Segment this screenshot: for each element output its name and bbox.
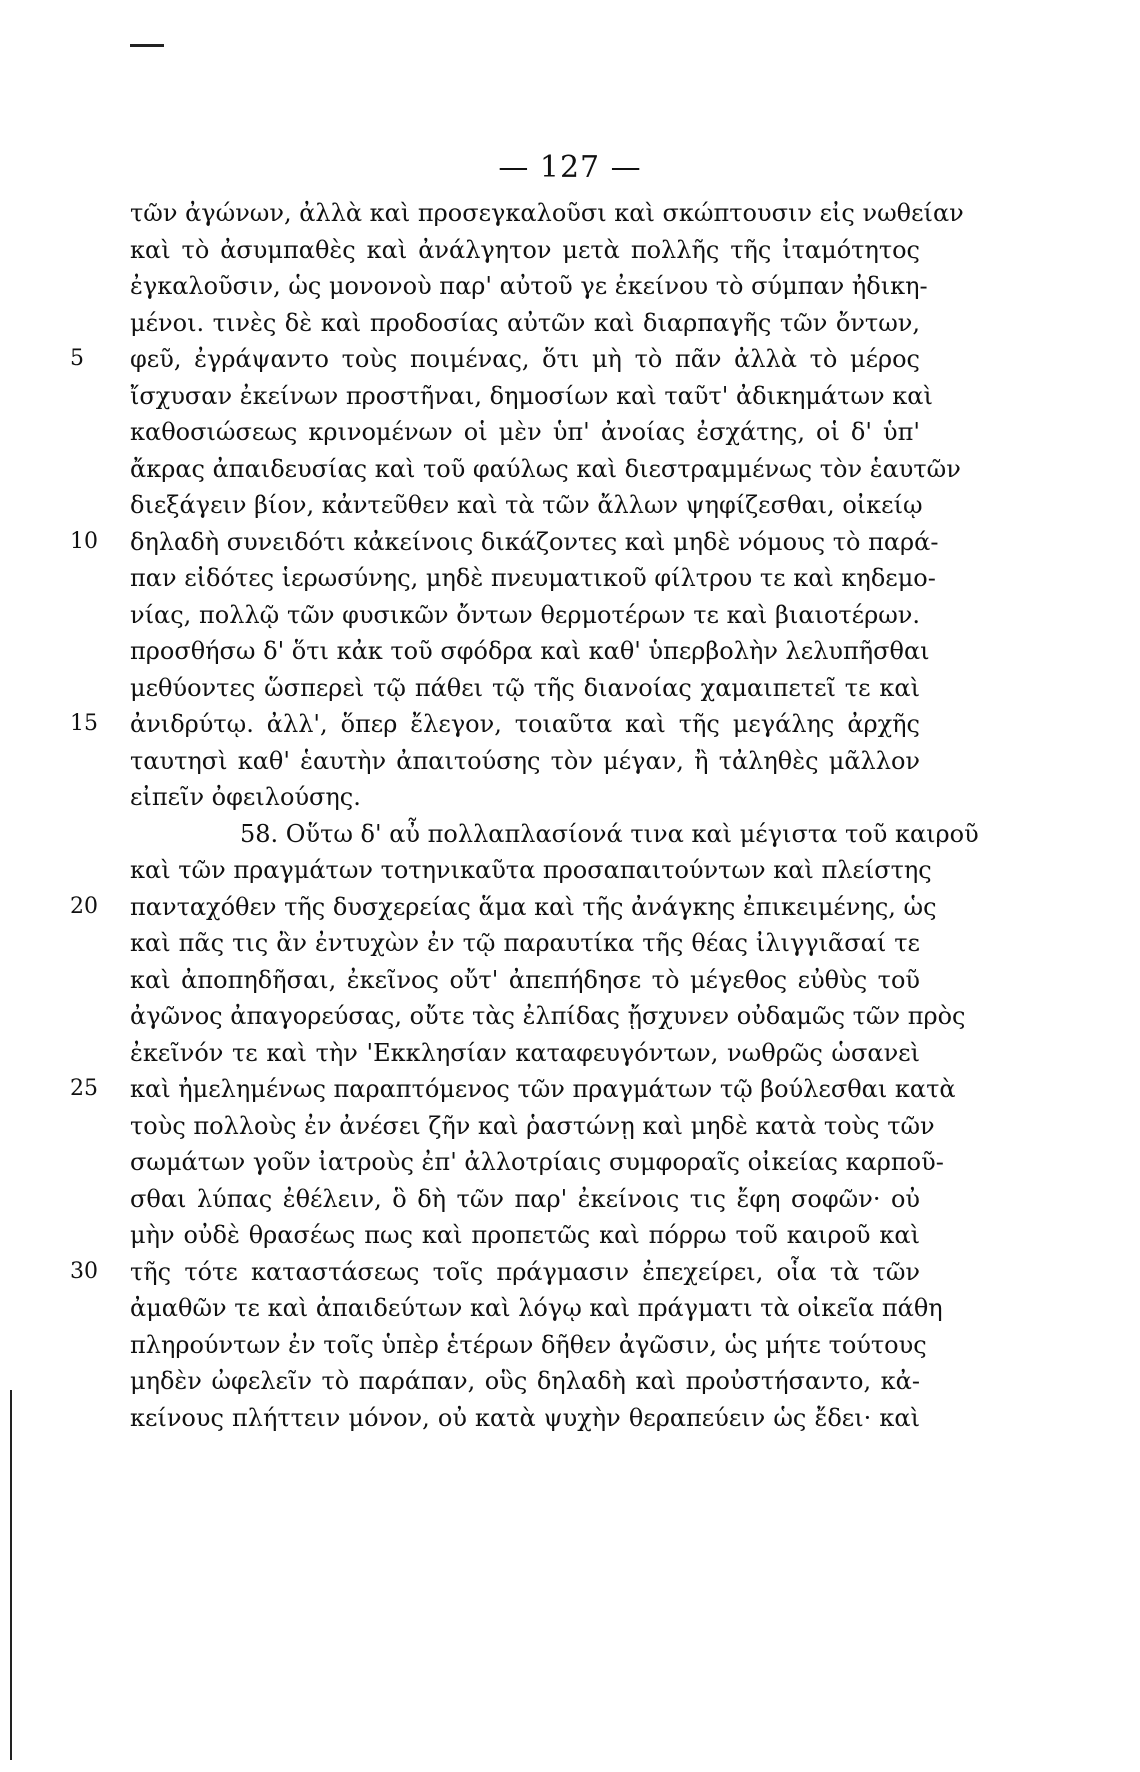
text-line: μεθύοντες ὥσπερεὶ τῷ πάθει τῷ τῆς διανοίας χαμαιπετεῖ τε καὶ: [130, 674, 920, 702]
text-line: διεξάγειν βίον, κἀντεῦθεν καὶ τὰ τῶν ἄλλων ψηφίζεσθαι, οἰκείῳ: [130, 491, 923, 519]
line-number: 20: [70, 894, 98, 919]
text-line: κείνους πλήττειν μόνον, οὐ κατὰ ψυχὴν θεραπεύειν ὡς ἔδει· καὶ: [130, 1404, 920, 1432]
text-line: καὶ ἠμελημένως παραπτόμενος τῶν πραγμάτων τῷ βούλεσθαι κατὰ: [130, 1075, 956, 1103]
text-line: δηλαδὴ συνειδότι κἀκείνοις δικάζοντες καὶ μηδὲ νόμους τὸ παρά-: [130, 528, 939, 556]
text-line: προσθήσω δ' ὅτι κἀκ τοῦ σφόδρα καὶ καθ' ὑπερβολὴν λελυπῆσθαι: [130, 637, 930, 665]
text-line: ἀμαθῶν τε καὶ ἀπαιδεύτων καὶ λόγῳ καὶ πράγματι τὰ οἰκεῖα πάθη: [130, 1294, 943, 1322]
line-number: 15: [70, 711, 98, 736]
text-line: καθοσιώσεως κρινομένων οἱ μὲν ὑπ' ἀνοίας ἐσχάτης, οἱ δ' ὑπ': [130, 418, 920, 446]
text-line: μὴν οὐδὲ θρασέως πως καὶ προπετῶς καὶ πόρρω τοῦ καιροῦ καὶ: [130, 1221, 920, 1249]
text-line: παν εἰδότες ἱερωσύνης, μηδὲ πνευματικοῦ φίλτρου τε καὶ κηδεμο-: [130, 564, 936, 592]
text-line: ἐγκαλοῦσιν, ὡς μονονοὺ παρ' αὐτοῦ γε ἐκείνου τὸ σύμπαν ἠδικη-: [130, 272, 928, 300]
scan-artifact-left-edge: [10, 1390, 12, 1760]
text-line: καὶ πᾶς τις ἂν ἐντυχὼν ἐν τῷ παραυτίκα τῆς θέας ἰλιγγιᾶσαί τε: [130, 929, 920, 957]
text-line: σωμάτων γοῦν ἰατροὺς ἐπ' ἀλλοτρίαις συμφοραῖς οἰκείας καρποῦ-: [130, 1148, 944, 1176]
text-line: ταυτησὶ καθ' ἑαυτὴν ἀπαιτούσης τὸν μέγαν, ἢ τἀληθὲς μᾶλλον: [130, 747, 920, 775]
text-line: ἄκρας ἀπαιδευσίας καὶ τοῦ φαύλως καὶ διεστραμμένως τὸν ἑαυτῶν: [130, 455, 961, 483]
paragraph-58-start: 58. Οὕτω δ' αὖ πολλαπλασίονά τινα καὶ μέγιστα τοῦ καιροῦ: [240, 820, 979, 848]
line-number: 10: [70, 529, 98, 554]
text-line: πανταχόθεν τῆς δυσχερείας ἅμα καὶ τῆς ἀνάγκης ἐπικειμένης, ὡς: [130, 893, 937, 921]
text-line: καὶ ἀποπηδῆσαι, ἐκεῖνος οὔτ' ἀπεπήδησε τὸ μέγεθος εὐθὺς τοῦ: [130, 966, 920, 994]
page-number: — 127 —: [498, 150, 642, 185]
text-line: νίας, πολλῷ τῶν φυσικῶν ὄντων θερμοτέρων τε καὶ βιαιοτέρων.: [130, 601, 920, 629]
line-number: 25: [70, 1076, 98, 1101]
text-line: τῆς τότε καταστάσεως τοῖς πράγμασιν ἐπεχείρει, οἷα τὰ τῶν: [130, 1258, 920, 1286]
text-line: ἴσχυσαν ἐκείνων προστῆναι, δημοσίων καὶ ταῦτ' ἀδικημάτων καὶ: [130, 382, 933, 410]
text-line: μένοι. τινὲς δὲ καὶ προδοσίας αὐτῶν καὶ διαρπαγῆς τῶν ὄντων,: [130, 309, 920, 337]
text-line: ἐκεῖνόν τε καὶ τὴν 'Εκκλησίαν καταφευγόντων, νωθρῶς ὡσανεὶ: [130, 1039, 920, 1067]
line-number: 30: [70, 1259, 98, 1284]
text-line: καὶ τῶν πραγμάτων τοτηνικαῦτα προσαπαιτούντων καὶ πλείστης: [130, 856, 932, 884]
text-line: ἀνιδρύτῳ. ἀλλ', ὅπερ ἔλεγον, τοιαῦτα καὶ τῆς μεγάλης ἀρχῆς: [130, 710, 920, 738]
scan-artifact-top-left: [130, 44, 164, 47]
text-line: σθαι λύπας ἐθέλειν, ὃ δὴ τῶν παρ' ἐκείνοις τις ἔφη σοφῶν· οὐ: [130, 1185, 920, 1213]
line-number: 5: [70, 346, 84, 371]
text-line: τοὺς πολλοὺς ἐν ἀνέσει ζῆν καὶ ῥαστώνῃ καὶ μηδὲ κατὰ τοὺς τῶν: [130, 1112, 935, 1140]
text-line: εἰπεῖν ὀφειλούσης.: [130, 783, 361, 811]
text-line: μηδὲν ὠφελεῖν τὸ παράπαν, οὓς δηλαδὴ καὶ προὐστήσαντο, κἀ-: [130, 1367, 920, 1395]
text-line: καὶ τὸ ἀσυμπαθὲς καὶ ἀνάλγητον μετὰ πολλῆς τῆς ἰταμότητος: [130, 236, 920, 264]
text-line: φεῦ, ἐγράψαντο τοὺς ποιμένας, ὅτι μὴ τὸ πᾶν ἀλλὰ τὸ μέρος: [130, 345, 920, 373]
text-line: πληρούντων ἐν τοῖς ὑπὲρ ἑτέρων δῆθεν ἀγῶσιν, ὡς μήτε τούτους: [130, 1331, 927, 1359]
text-line: ἀγῶνος ἀπαγορεύσας, οὔτε τὰς ἐλπίδας ᾔσχυνεν οὐδαμῶς τῶν πρὸς: [130, 1002, 966, 1030]
text-line: τῶν ἀγώνων, ἀλλὰ καὶ προσεγκαλοῦσι καὶ σκώπτουσιν εἰς νωθείαν: [130, 199, 964, 227]
